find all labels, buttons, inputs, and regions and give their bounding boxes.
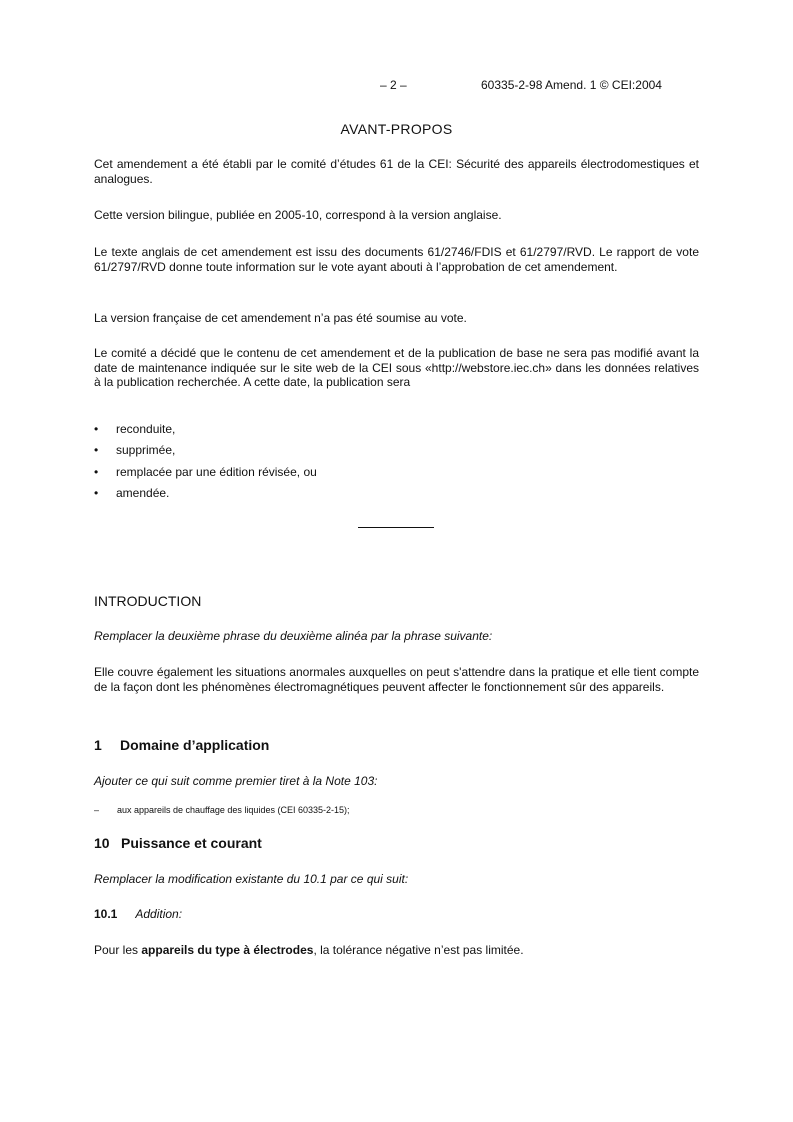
document-reference: 60335-2-98 Amend. 1 © CEI:2004 <box>481 78 662 92</box>
note-item-text: aux appareils de chauffage des liquides (CEI 60335-2-15); <box>117 805 350 815</box>
foreword-paragraph-5: Le comité a décidé que le contenu de cet amendement et de la publication de base ne sera pas modifié avant la date de maintenance indiquée sur le site web de la CEI sous «http://webstore.iec.ch» dans les données relatives à la publication recherchée. A cette date, la publication sera <box>94 346 699 389</box>
section-10-title: Puissance et courant <box>121 835 262 851</box>
bullet-icon: • <box>94 486 99 500</box>
foreword-paragraph-2: Cette version bilingue, publiée en 2005-10, correspond à la version anglaise. <box>94 208 502 222</box>
clause-10-1 <box>94 907 182 921</box>
introduction-instruction: Remplacer la deuxième phrase du deuxième alinéa par la phrase suivante: <box>94 629 493 643</box>
list-item-text: remplacée par une édition révisée, ou <box>116 465 317 479</box>
page-number: – 2 – <box>380 78 407 92</box>
section-1-number: 1 <box>94 737 102 753</box>
bullet-icon: • <box>94 443 99 457</box>
section-10-instruction: Remplacer la modification existante du 10.1 par ce qui suit: <box>94 872 409 886</box>
foreword-paragraph-1: Cet amendement a été établi par le comité d’études 61 de la CEI: Sécurité des appareils électrodomestiques et analogues. <box>94 157 699 186</box>
list-item-text: reconduite, <box>116 422 176 436</box>
clause-number: 10.1 <box>94 907 118 921</box>
section-10-heading <box>94 835 262 851</box>
section-10-number: 10 <box>94 835 110 851</box>
list-item-text: amendée. <box>116 486 170 500</box>
foreword-title: AVANT-PROPOS <box>340 121 453 137</box>
foreword-paragraph-4: La version française de cet amendement n’a pas été soumise au vote. <box>94 311 467 325</box>
list-item-text: supprimée, <box>116 443 176 457</box>
bullet-icon: • <box>94 422 99 436</box>
dash-icon: – <box>94 805 100 815</box>
foreword-paragraph-3: Le texte anglais de cet amendement est issu des documents 61/2746/FDIS et 61/2797/RVD. Le rapport de vote 61/2797/RVD donne toute information sur le vote ayant abouti à l’approbation de cet amendement. <box>94 245 699 274</box>
clause-text-prefix: Pour les <box>94 943 142 957</box>
section-divider <box>358 527 434 528</box>
introduction-title: INTRODUCTION <box>94 593 202 609</box>
clause-10-1-text <box>94 943 699 958</box>
section-1-title: Domaine d’application <box>120 737 270 753</box>
section-1-heading <box>94 737 269 753</box>
clause-text-term: appareils du type à électrodes <box>141 943 314 957</box>
clause-text-suffix: , la tolérance négative n’est pas limitée. <box>313 943 524 957</box>
clause-label: Addition: <box>135 907 183 921</box>
section-1-instruction: Ajouter ce qui suit comme premier tiret à la Note 103: <box>94 774 378 788</box>
introduction-text: Elle couvre également les situations anormales auxquelles on peut s'attendre dans la pratique et elle tient compte de la façon dont les phénomènes électromagnétiques peuvent affecter le fonctionnement sûr des appareils. <box>94 665 699 694</box>
bullet-icon: • <box>94 465 99 479</box>
